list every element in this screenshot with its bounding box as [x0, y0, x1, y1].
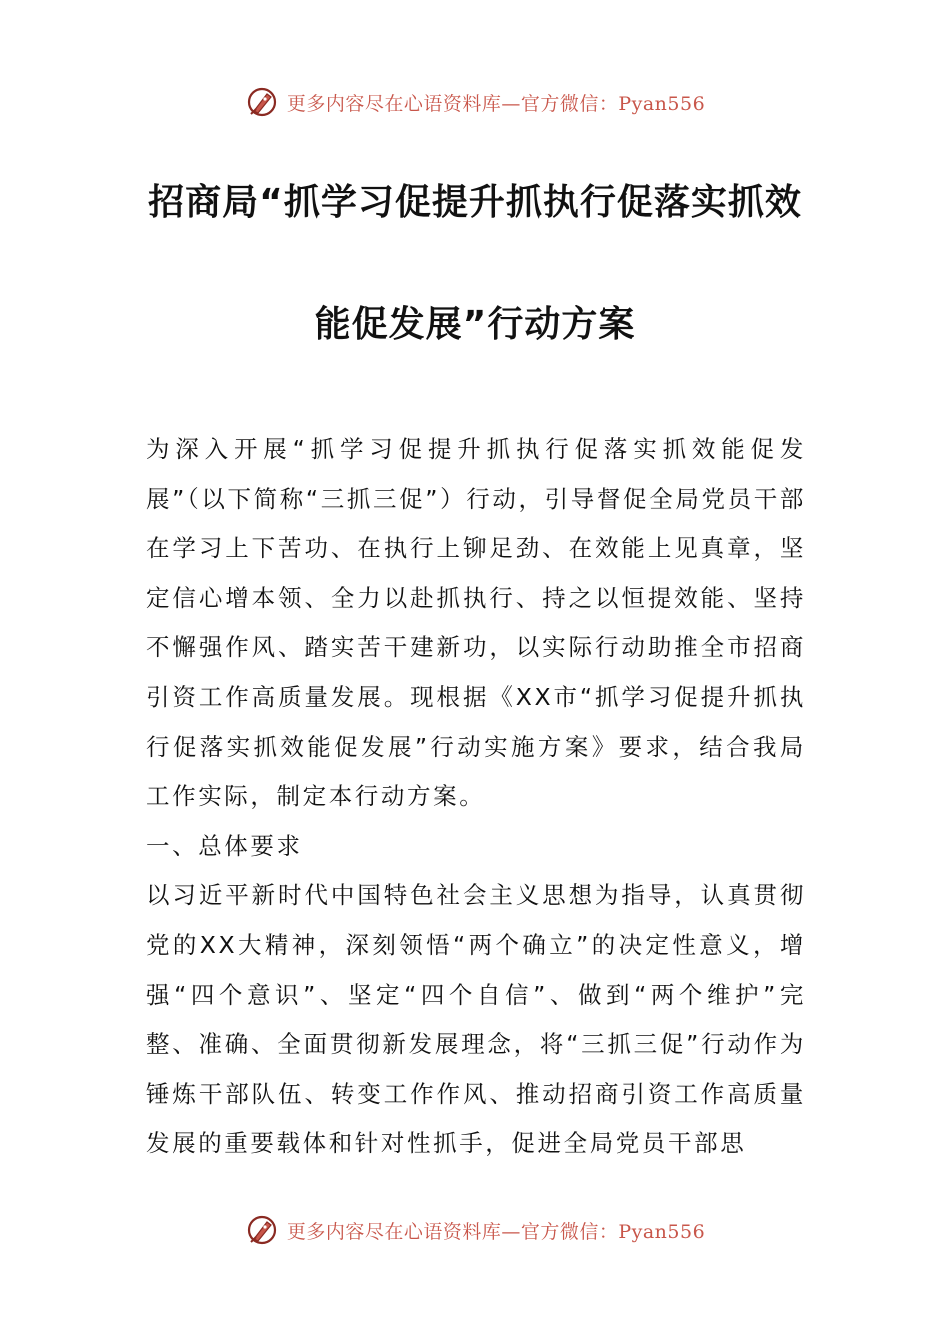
document-title-line-2: 能促发展”行动方案 — [314, 304, 636, 345]
watermark-text: 更多内容尽在心语资料库—官方微信：Pyan556 — [286, 92, 706, 115]
pen-nib-logo-icon — [245, 85, 279, 119]
watermark-banner-bottom — [0, 1210, 950, 1250]
section-heading-1: 一、总体要求 — [146, 831, 303, 860]
intro-paragraph: 为深入开展“抓学习促提升抓执行促落实抓效能促发展”（以下简称“三抓三促”）行动，引导督促全局党员干部在学习上下苦功、在执行上铆足劲、在效能上见真章，坚定信心增本领、全力以赴抓执行、持之以恒提效能、坚持不懈强作风、踏实苦干建新功，以实际行动助推全市招商引资工作高质量发展。现根据《XX市“抓学习促提升抓执行促落实抓效能促发展”行动实施方案》要求，结合我局工作实际，制定本行动方案。 — [146, 435, 806, 811]
watermark-banner-top — [0, 82, 950, 122]
watermark-text: 更多内容尽在心语资料库—官方微信：Pyan556 — [286, 1220, 706, 1243]
document-body — [146, 425, 806, 1169]
pen-nib-logo-icon — [245, 1213, 279, 1247]
document-title-line-1: 招商局“抓学习促提升抓执行促落实抓效 — [148, 182, 802, 223]
section-1-paragraph: 以习近平新时代中国特色社会主义思想为指导，认真贯彻党的XX大精神，深刻领悟“两个确立”的决定性意义，增强“四个意识”、坚定“四个自信”、做到“两个维护”完整、准确、全面贯彻新发展理念，将“三抓三促”行动作为锤炼干部队伍、转变工作作风、推动招商引资工作高质量发展的重要载体和针对性抓手，促进全局党员干部思 — [146, 881, 806, 1158]
